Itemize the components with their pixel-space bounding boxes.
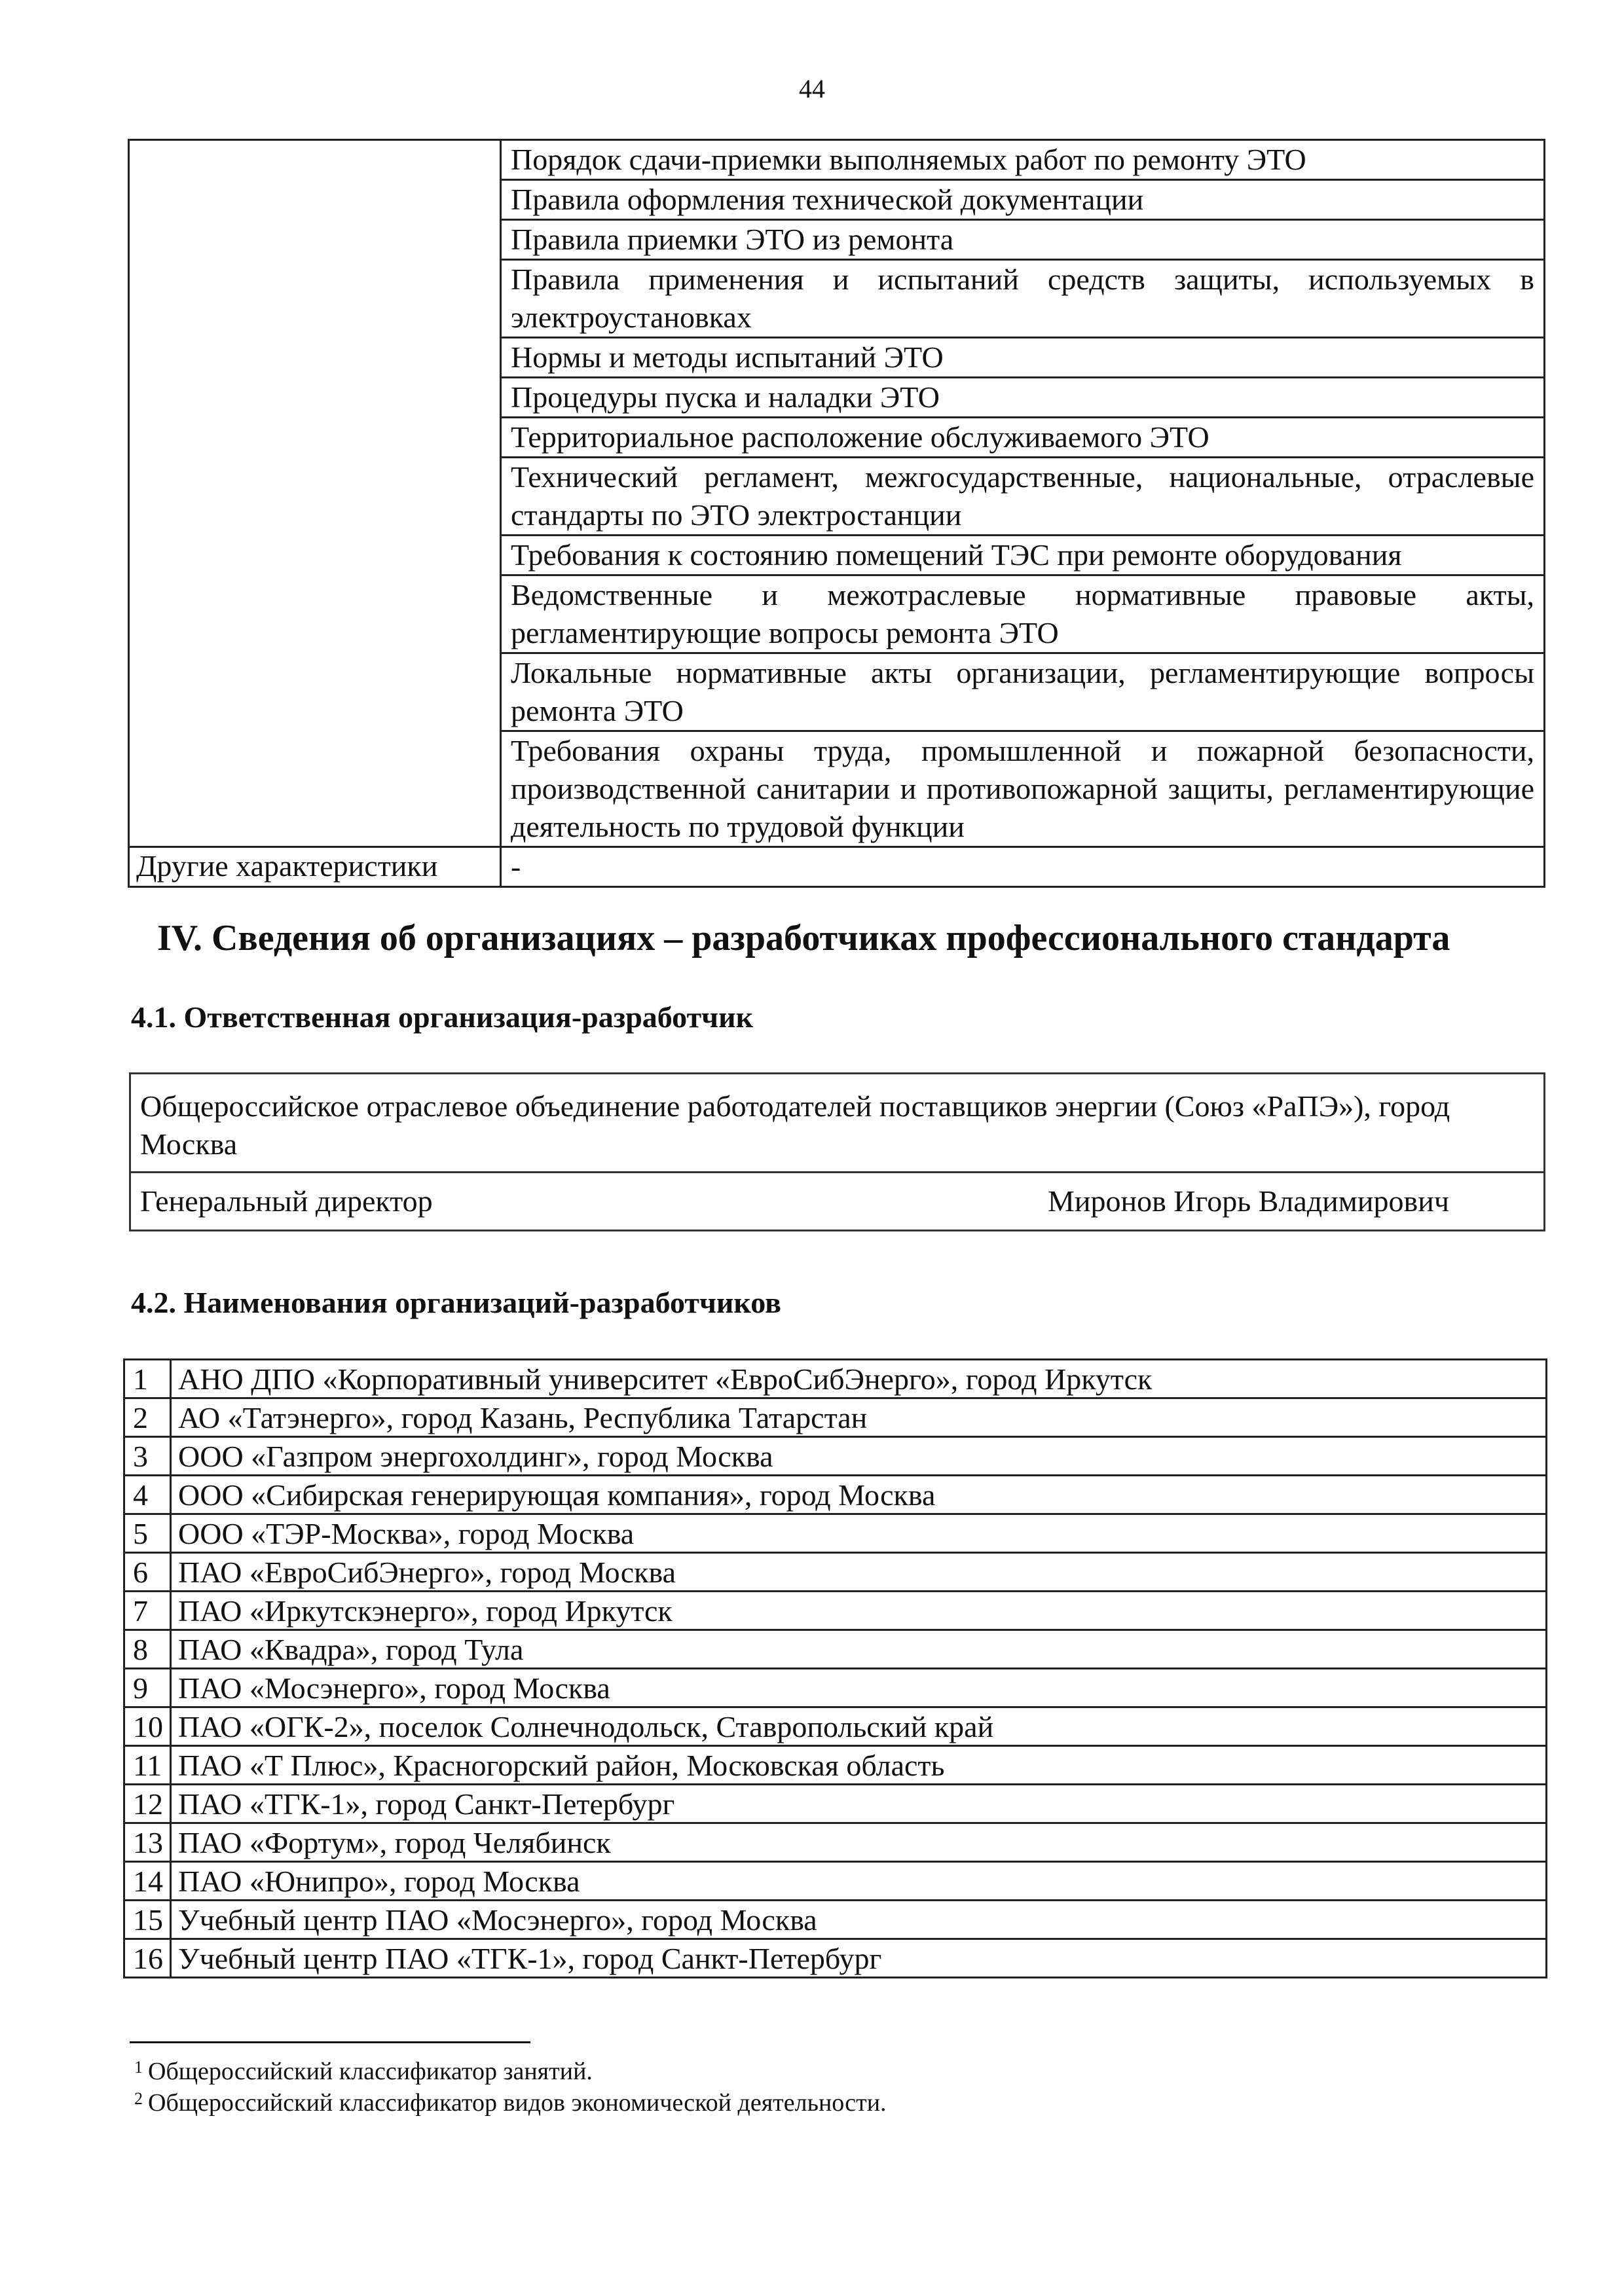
table-row [129,140,1545,180]
requirement-cell: Правила применения и испытаний средств защиты, используемых в электроустановках [501,260,1545,338]
responsible-org-heading: 4.1. Ответственная организация-разработчик [131,1000,754,1034]
requirement-cell: Ведомственные и межотраслевые нормативные правовые акты, регламентирующие вопросы ремонта ЭТО [501,575,1545,653]
table-row [124,1862,1547,1901]
requirement-cell: Требования охраны труда, промышленной и пожарной безопасности, производственной санитарии и противопожарной защиты, регламентирующие деятельность по трудовой функции [501,731,1545,847]
table-row [130,1173,1545,1231]
table-row [124,1476,1547,1514]
other-characteristics-value: - [501,847,1545,887]
row-number: 1 [124,1360,171,1398]
row-number: 11 [124,1746,171,1785]
row-number: 14 [124,1862,171,1901]
footnote-mark: 1 [134,2058,143,2077]
table-row [124,1746,1547,1785]
table-row [124,1785,1547,1823]
table-row [124,1901,1547,1939]
table-row [124,1514,1547,1553]
org-name: ПАО «Иркутскэнерго», город Иркутск [171,1592,1547,1630]
empty-label-cell [129,140,501,847]
row-number: 8 [124,1630,171,1669]
footnote [134,2087,1509,2119]
table-row [124,1669,1547,1707]
requirement-cell: Порядок сдачи-приемки выполняемых работ по ремонту ЭТО [501,140,1545,180]
org-name: ПАО «ЕвроСибЭнерго», город Москва [171,1553,1547,1592]
requirement-cell: Технический регламент, межгосударственные, национальные, отраслевые стандарты по ЭТО электростанции [501,458,1545,536]
org-name: ПАО «Квадра», город Тула [171,1630,1547,1669]
section-title: IV. Сведения об организациях – разработчиках профессионального стандарта [157,918,1450,958]
director-cell [130,1173,1545,1231]
org-name: ООО «Газпром энергохолдинг», город Москва [171,1437,1547,1476]
row-number: 10 [124,1707,171,1746]
organization-name: Общероссийское отраслевое объединение работодателей поставщиков энергии (Союз «РаПЭ»), город Москва [130,1074,1545,1173]
developer-orgs-heading: 4.2. Наименования организаций-разработчиков [131,1286,781,1319]
requirement-cell: Правила приемки ЭТО из ремонта [501,220,1545,260]
org-name: ООО «Сибирская генерирующая компания», город Москва [171,1476,1547,1514]
footnotes [134,2056,1509,2119]
requirement-cell: Требования к состоянию помещений ТЭС при ремонте оборудования [501,536,1545,575]
row-number: 6 [124,1553,171,1592]
table-row [130,1074,1545,1173]
developer-orgs-table [123,1358,1547,1978]
org-name: Учебный центр ПАО «Мосэнерго», город Москва [171,1901,1547,1939]
row-number: 2 [124,1398,171,1437]
footnote-mark: 2 [134,2089,143,2108]
footnote-text: Общероссийский классификатор занятий. [148,2058,593,2085]
org-name: Учебный центр ПАО «ТГК-1», город Санкт-Петербург [171,1939,1547,1978]
table-row [129,847,1545,887]
row-number: 3 [124,1437,171,1476]
responsible-org-table [129,1072,1545,1231]
other-characteristics-label: Другие характеристики [129,847,501,887]
row-number: 7 [124,1592,171,1630]
table-row [124,1437,1547,1476]
requirement-cell: Нормы и методы испытаний ЭТО [501,338,1545,378]
org-name: ПАО «Фортум», город Челябинск [171,1823,1547,1862]
row-number: 12 [124,1785,171,1823]
page-number: 44 [799,74,825,103]
org-name: ПАО «ТГК-1», город Санкт-Петербург [171,1785,1547,1823]
org-name: ПАО «ОГК-2», поселок Солнечнодольск, Ставропольский край [171,1707,1547,1746]
row-number: 16 [124,1939,171,1978]
org-name: ООО «ТЭР-Москва», город Москва [171,1514,1547,1553]
director-position: Генеральный директор [140,1184,433,1218]
org-name: АНО ДПО «Корпоративный университет «ЕвроСибЭнерго», город Иркутск [171,1360,1547,1398]
org-name: ПАО «Т Плюс», Красногорский район, Московская область [171,1746,1547,1785]
footnote-text: Общероссийский классификатор видов экономической деятельности. [148,2089,887,2117]
org-name: АО «Татэнерго», город Казань, Республика Татарстан [171,1398,1547,1437]
row-number: 13 [124,1823,171,1862]
row-number: 15 [124,1901,171,1939]
table-row [124,1707,1547,1746]
table-row [124,1360,1547,1398]
director-name: Миронов Игорь Владимирович [1047,1184,1449,1218]
table-row [124,1939,1547,1978]
org-name: ПАО «Юнипро», город Москва [171,1862,1547,1901]
org-name: ПАО «Мосэнерго», город Москва [171,1669,1547,1707]
requirement-cell: Правила оформления технической документации [501,180,1545,220]
table-row [124,1398,1547,1437]
requirement-cell: Локальные нормативные акты организации, регламентирующие вопросы ремонта ЭТО [501,653,1545,731]
table-row [124,1553,1547,1592]
row-number: 4 [124,1476,171,1514]
footnote-divider [130,2041,530,2043]
footnote [134,2056,1509,2087]
row-number: 5 [124,1514,171,1553]
knowledge-requirements-table [128,139,1545,888]
table-row [124,1630,1547,1669]
table-row [124,1823,1547,1862]
table-row [124,1592,1547,1630]
requirement-cell: Территориальное расположение обслуживаемого ЭТО [501,418,1545,458]
requirement-cell: Процедуры пуска и наладки ЭТО [501,378,1545,418]
row-number: 9 [124,1669,171,1707]
